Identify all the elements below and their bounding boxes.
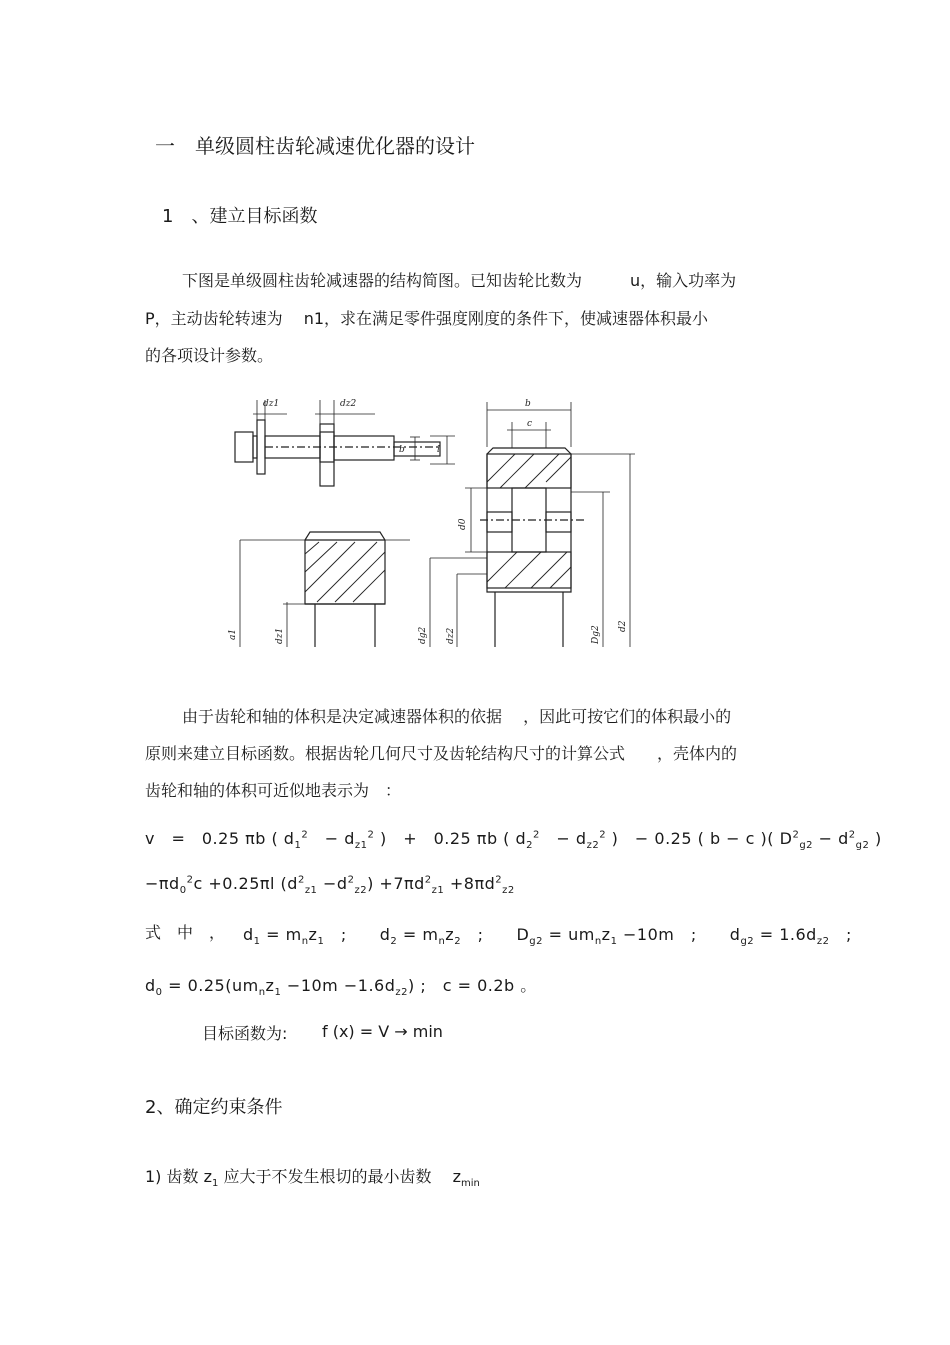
where-label: 式 中 ， <box>145 923 226 942</box>
label-c: c <box>527 419 533 429</box>
label-d-z1: dz1 <box>275 627 285 644</box>
formula-definitions-1: $d_1 = m_nz_1$ ; $d_2 = m_nz_2$ ; $D_{g2} = um_nz_1 -10m$ ; $d_{g2} = 1.6d_{z2}$ ; <box>243 925 852 948</box>
constraint-prefix: 1) 齿数 <box>145 1167 199 1186</box>
label-a1: a1 <box>228 628 238 640</box>
intro-line-1: 下图是单级圆柱齿轮减速器的结构简图。已知齿轮比数为 u，输入功率为 <box>182 271 737 290</box>
label-d2: d2 <box>618 620 628 632</box>
label-dz1: dz1 <box>263 399 280 409</box>
label-b-gear: b <box>525 399 531 409</box>
formula-definitions-2: $d_0 = 0.25(um_nz_1 -10m -1.6d_{z2})$ ; c = 0.2b 。 <box>145 976 537 999</box>
section2-title: 2、确定约束条件 <box>145 1097 283 1118</box>
reducer-structure-figure <box>225 392 660 654</box>
label-d-z2: dz2 <box>446 627 456 644</box>
para2-line-2: 原则来建立目标函数。根据齿轮几何尺寸及齿轮结构尺寸的计算公式 ，壳体内的 <box>145 744 738 763</box>
para2-line-1: 由于齿轮和轴的体积是决定减速器体积的依据 ，因此可按它们的体积最小的 <box>182 707 732 726</box>
formula-volume-line-2: $-\pi d_0^2c +0.25\pi l$ $(d^2_{z1} -d^2_{z2}) +7\pi d^2_{z1} +8\pi d^2_{z2}$ <box>145 874 515 897</box>
constraint-item-1 <box>145 1164 480 1189</box>
objective-label: 目标函数为: <box>202 1024 288 1043</box>
para2-line-3: 齿轮和轴的体积可近似地表示为 ： <box>145 781 402 800</box>
intro-line-3: 的各项设计参数。 <box>145 346 274 365</box>
z1-symbol: $z_1$ <box>203 1167 219 1190</box>
formula-volume-line-1: v = 0.25 πb ( $d_1^2$ − $d_{z1}^2$ ) + 0.25 πb ( $d_2^2$ − $d_{z2}^2$ ) − 0.25 ( b − c )( $D^2_{g2} - d^2_{g2}$ ) <box>145 829 882 852</box>
zmin-symbol: $z_{min}$ <box>452 1167 480 1190</box>
label-dz2: dz2 <box>340 399 357 409</box>
section-title: 一 单级圆柱齿轮减速优化器的设计 <box>155 134 475 158</box>
objective-expression: f (x) = V → min <box>322 1022 443 1041</box>
intro-line-2: P，主动齿轮转速为 n1，求在满足零件强度刚度的条件下，使减速器体积最小 <box>145 309 709 328</box>
label-d0: d0 <box>458 518 468 530</box>
label-l: l <box>437 445 440 455</box>
label-Dg2: Dg2 <box>591 625 601 644</box>
constraint-text: 应大于不发生根切的最小齿数 <box>223 1167 432 1186</box>
label-dg2: dg2 <box>418 626 428 644</box>
label-b-shaft: b <box>399 445 405 455</box>
subsection-title: 1 、建立目标函数 <box>162 206 318 227</box>
